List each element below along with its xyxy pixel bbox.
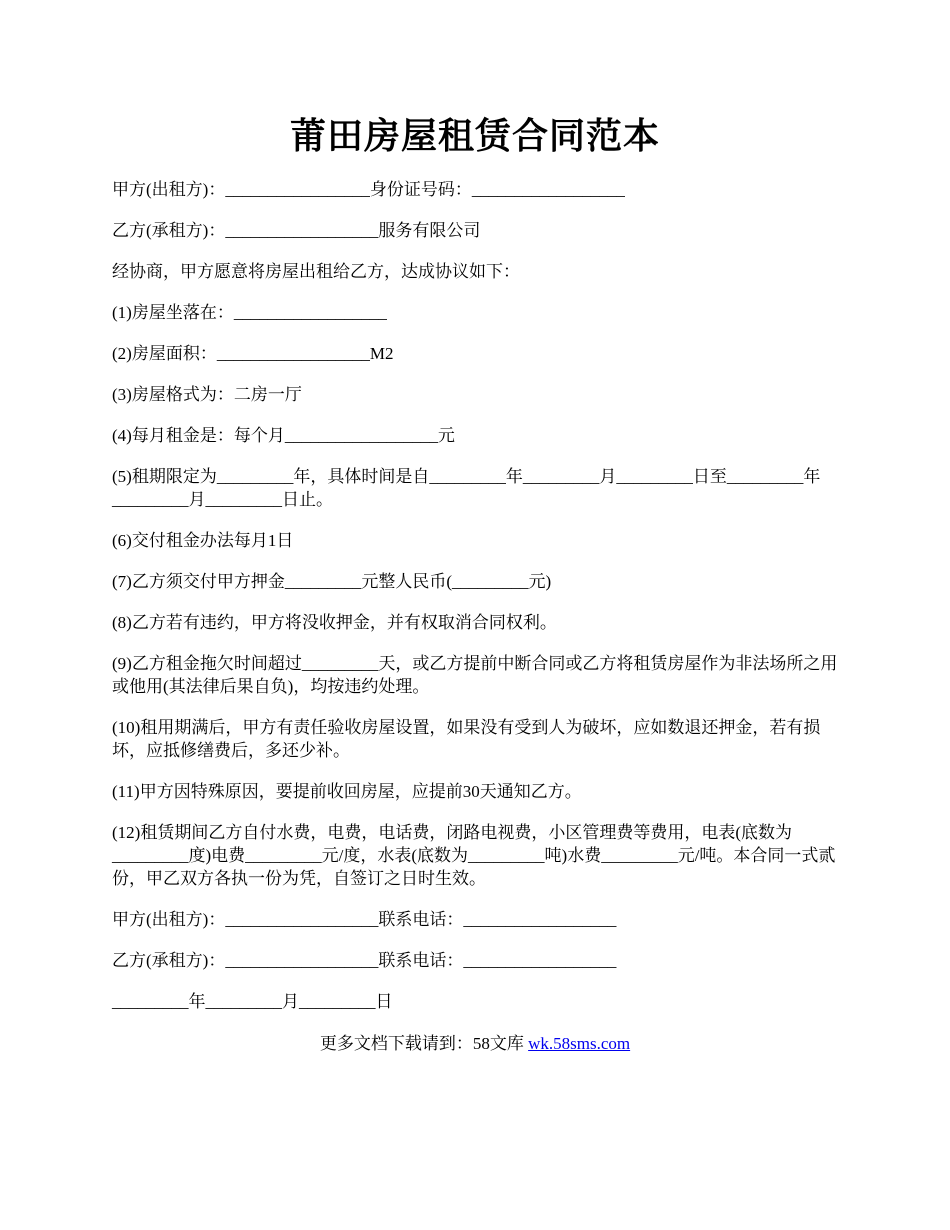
clause-7-deposit: (7)乙方须交付甲方押金_________元整人民币(_________元) [112,572,552,591]
paragraph-party-b: 乙方(承租方)：__________________服务有限公司 [112,221,481,240]
paragraph-intro: 经协商，甲方愿意将房屋出租给乙方，达成协议如下： [112,262,520,281]
signature-date: _________年_________月_________日 [112,992,393,1011]
clause-3-layout: (3)房屋格式为：二房一厅 [112,385,302,404]
footer-link[interactable]: wk.58sms.com [528,1034,631,1053]
clause-9-arrears: (9)乙方租金拖欠时间超过_________天，或乙方提前中断合同或乙方将租赁房屋作为非法场所之用或他用(其法律后果自负)，均按违约处理。 [112,654,838,696]
signature-party-a: 甲方(出租方)：__________________联系电话：__________________ [112,910,617,929]
clause-6-payment: (6)交付租金办法每月1日 [112,531,294,550]
download-footer [0,1032,950,1055]
document-body [112,178,842,1031]
clause-2-area: (2)房屋面积：__________________M2 [112,344,394,363]
document-title: 莆田房屋租赁合同范本 [289,116,660,156]
clause-1-location: (1)房屋坐落在：__________________ [112,303,387,322]
footer-prefix: 更多文档下载请到：58文库 [319,1034,529,1053]
clause-11-early-recall: (11)甲方因特殊原因，要提前收回房屋，应提前30天通知乙方。 [112,782,582,801]
signature-party-b: 乙方(承租方)：__________________联系电话：__________________ [112,951,617,970]
clause-12-utilities: (12)租赁期间乙方自付水费，电费，电话费，闭路电视费，小区管理费等费用，电表(底数为_________度)电费_________元/度，水表(底数为_________吨)水费_________元/吨。本合同一式贰份，甲乙双方各执一份为凭，自签订之日时生效。 [112,823,836,888]
clause-10-expiry: (10)租用期满后，甲方有责任验收房屋设置，如果没有受到人为破坏，应如数退还押金，若有损坏，应抵修缮费后，多还少补。 [112,718,821,760]
clause-4-rent: (4)每月租金是：每个月__________________元 [112,426,455,445]
clause-5-term: (5)租期限定为_________年，具体时间是自_________年_________月_________日至_________年_________月_________日止。 [112,467,821,509]
paragraph-party-a: 甲方(出租方)：_________________身份证号码：__________________ [112,180,625,199]
clause-8-breach: (8)乙方若有违约，甲方将没收押金，并有权取消合同权利。 [112,613,557,632]
